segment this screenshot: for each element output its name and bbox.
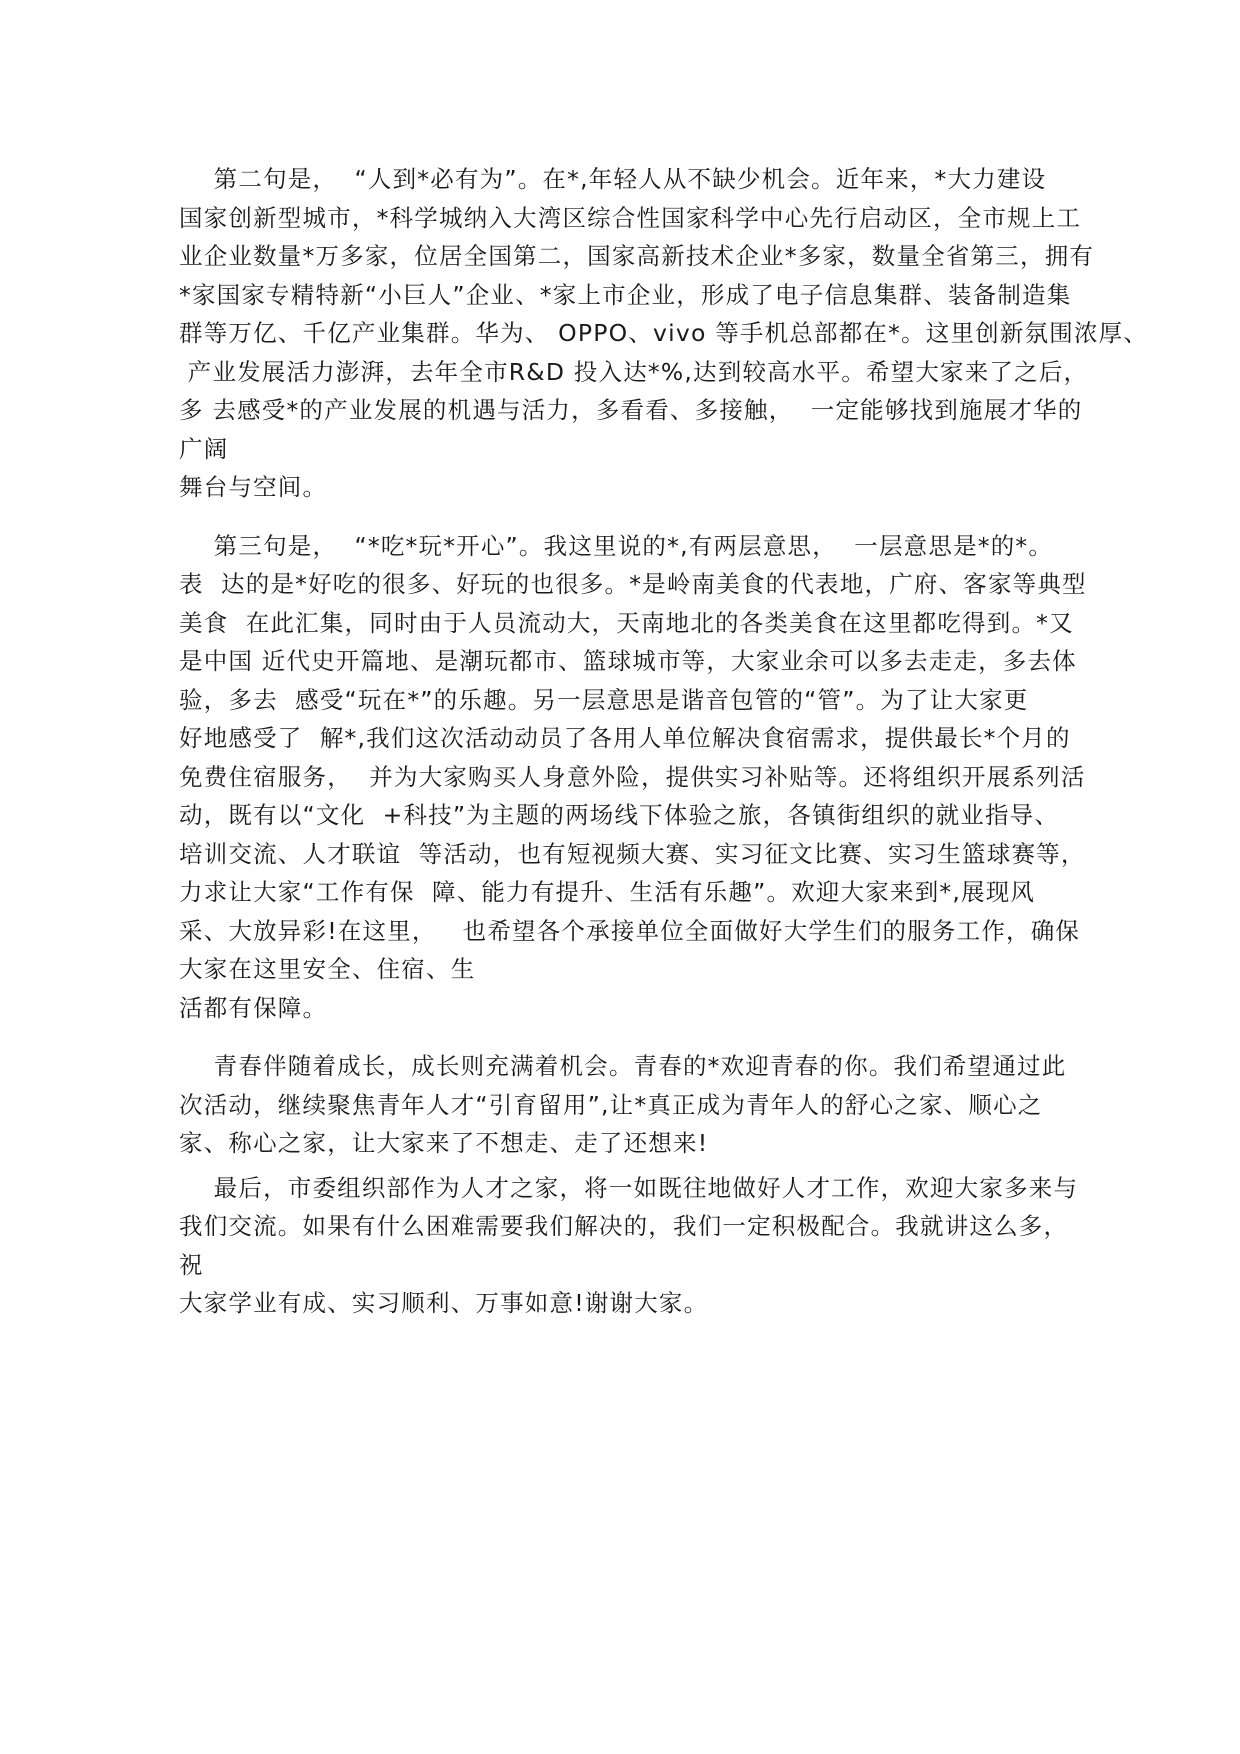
text-line: 采、大放异彩!在这里， 也希望各个承接单位全面做好大学生们的服务工作，确保 — [179, 916, 1081, 945]
text-line: 美食 在此汇集，同时由于人员流动大，天南地北的各类美食在这里都吃得到。*又 — [179, 608, 1074, 637]
text-line: 最后，市委组织部作为人才之家，将一如既往地做好人才工作，欢迎大家多来与 — [179, 1173, 1079, 1202]
document-body — [179, 160, 1149, 1323]
text-line: 广阔 — [179, 434, 229, 463]
text-line: 群等万亿、千亿产业集群。华为、 OPPO、vivo 等手机总部都在*。这里创新氛围浓厚、 — [179, 319, 1149, 347]
text-line: 第二句是， “人到*必有为”。在*,年轻人从不缺少机会。近年来，*大力建设 — [179, 165, 1047, 193]
paragraph-third-sentence — [179, 527, 1099, 1028]
text-line: 多 去感受*的产业发展的机遇与活力，多看看、多接触， 一定能够找到施展才华的 — [179, 396, 1083, 424]
paragraph-youth — [179, 1047, 1099, 1163]
text-line: 是中国 近代史开篇地、是潮玩都市、篮球城市等，大家业余可以多去走走，多去体 — [179, 647, 1077, 675]
text-line: 动，既有以“文化 +科技”为主题的两场线下体验之旅，各镇街组织的就业指导、 — [179, 801, 1060, 829]
text-line: 舞台与空间。 — [179, 473, 328, 501]
text-line: 第三句是， “*吃*玩*开心”。我这里说的*,有两层意思， 一层意思是*的*。 — [179, 531, 1054, 560]
text-line: 产业发展活力澎湃，去年全市R&D 投入达*%,达到较高水平。希望大家来了之后， — [179, 357, 1089, 386]
text-line: 次活动，继续聚焦青年人才“引育留用”,让*真正成为青年人的舒心之家、顺心之 — [179, 1090, 1043, 1119]
text-line: 业企业数量*万多家，位居全国第二，国家高新技术企业*多家，数量全省第三，拥有 — [179, 242, 1095, 270]
text-line: 青春伴随着成长，成长则充满着机会。青春的*欢迎青春的你。我们希望通过此 — [179, 1052, 1067, 1080]
text-line: 表 达的是*好吃的很多、好玩的也很多。*是岭南美食的代表地，广府、客家等典型 — [179, 570, 1087, 598]
text-line: 活都有保障。 — [179, 993, 328, 1022]
text-line: *家国家专精特新“小巨人”企业、*家上市企业，形成了电子信息集群、装备制造集 — [179, 280, 1072, 309]
text-line: 培训交流、人才联谊 等活动，也有短视频大赛、实习征文比赛、实习生篮球赛等， — [179, 839, 1086, 868]
paragraph-second-sentence — [179, 160, 1149, 507]
text-line: 力求让大家“工作有保 障、能力有提升、生活有乐趣”。欢迎大家来到*,展现风 — [179, 878, 1036, 906]
paragraph-closing — [179, 1169, 1099, 1323]
paragraph-spacer — [179, 1027, 1099, 1047]
text-line: 家、称心之家，让大家来了不想走、走了还想来! — [179, 1129, 709, 1157]
text-line: 大家在这里安全、住宿、生 — [179, 955, 476, 983]
text-line: 国家创新型城市，*科学城纳入大湾区综合性国家科学中心先行启动区，全市规上工 — [179, 203, 1082, 232]
text-line: 免费住宿服务， 并为大家购买人身意外险，提供实习补贴等。还将组织开展系列活 — [179, 762, 1086, 791]
paragraph-spacer — [179, 507, 1099, 527]
text-line: 验，多去 感受“玩在*”的乐趣。另一层意思是谐音包管的“管”。为了让大家更 — [179, 685, 1029, 714]
text-line: 大家学业有成、实习顺利、万事如意!谢谢大家。 — [179, 1289, 709, 1317]
text-line: 我们交流。如果有什么困难需要我们解决的，我们一定积极配合。我就讲这么多， — [179, 1212, 1069, 1240]
text-line: 好地感受了 解*,我们这次活动动员了各用人单位解决食宿需求，提供最长*个月的 — [179, 724, 1071, 752]
text-line: 祝 — [179, 1250, 204, 1279]
